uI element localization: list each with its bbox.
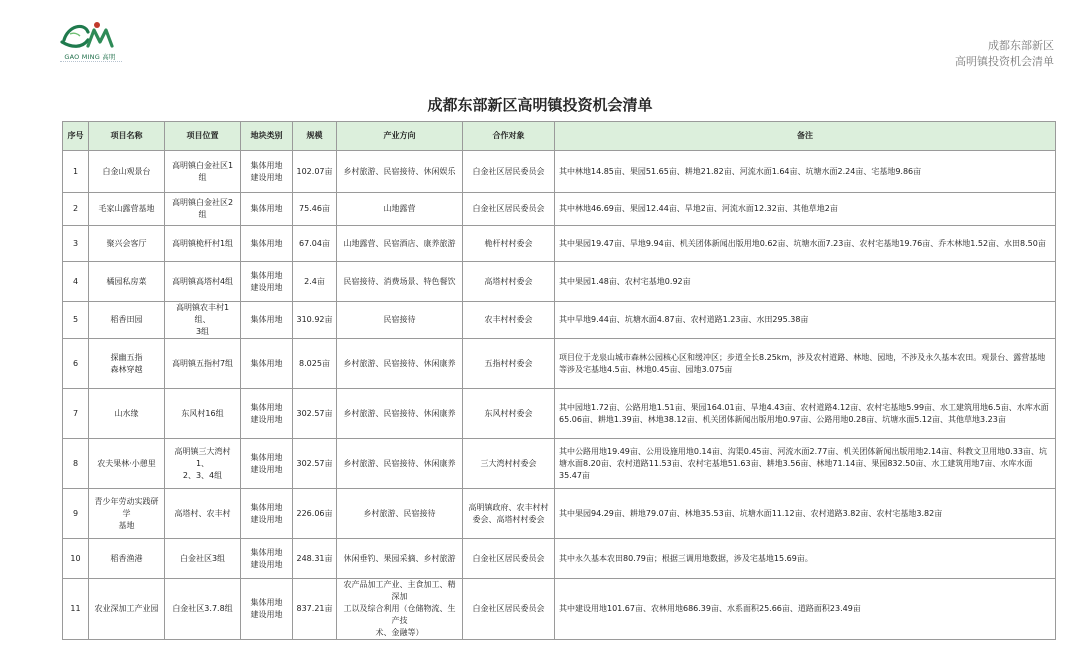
investment-table	[62, 121, 1056, 640]
table-row	[63, 151, 1056, 193]
col-land-type-cell: 集体用地	[241, 193, 293, 226]
col-partner-cell: 高塔村村委会	[463, 262, 555, 302]
col-no-cell: 5	[63, 302, 89, 339]
col-scale-cell: 302.57亩	[293, 389, 337, 439]
col-scale-cell: 8.025亩	[293, 339, 337, 389]
col-industry-cell: 乡村旅游、民宿接待	[337, 489, 463, 539]
col-industry-cell: 民宿接待、消费场景、特色餐饮	[337, 262, 463, 302]
col-industry-cell: 乡村旅游、民宿接待、休闲康养	[337, 339, 463, 389]
col-project-name-cell: 稻香渔港	[89, 539, 165, 579]
table-row	[63, 339, 1056, 389]
col-project-name-cell: 稻香田园	[89, 302, 165, 339]
col-industry-cell: 民宿接待	[337, 302, 463, 339]
col-partner-cell: 农丰村村委会	[463, 302, 555, 339]
table-row	[63, 439, 1056, 489]
col-notes-cell: 其中园地1.72亩、公路用地1.51亩、果园164.01亩、旱地4.43亩、农村道路4.12亩、农村宅基地5.99亩、水工建筑用地6.5亩、水库水面65.06亩、耕地1.39亩、林地38.12亩、机关团体新闻出版用地0.97亩、公路用地0.28亩、坑塘水面5.12亩、其他草地3.23亩	[555, 389, 1056, 439]
col-scale-cell: 67.04亩	[293, 226, 337, 262]
col-project-name-cell: 农业深加工产业园	[89, 579, 165, 640]
col-land-type-cell: 集体用地 建设用地	[241, 262, 293, 302]
col-project-name-cell: 毛家山露营基地	[89, 193, 165, 226]
col-land-type-cell: 集体用地	[241, 226, 293, 262]
col-no-header: 序号	[63, 122, 89, 151]
col-scale-cell: 2.4亩	[293, 262, 337, 302]
col-notes-cell: 其中果园19.47亩、旱地9.94亩、机关团体新闻出版用地0.62亩、坑塘水面7.23亩、农村宅基地19.76亩、乔木林地1.52亩、水田8.50亩	[555, 226, 1056, 262]
col-no-cell: 9	[63, 489, 89, 539]
col-location-cell: 高塔村、农丰村	[165, 489, 241, 539]
col-no-cell: 7	[63, 389, 89, 439]
col-location-cell: 高明镇五指村7组	[165, 339, 241, 389]
col-scale-cell: 248.31亩	[293, 539, 337, 579]
col-partner-cell: 白金社区居民委员会	[463, 579, 555, 640]
table-row	[63, 579, 1056, 640]
table-row	[63, 489, 1056, 539]
col-partner-cell: 三大湾村村委会	[463, 439, 555, 489]
col-location-cell: 高明镇三大湾村1、 2、3、4组	[165, 439, 241, 489]
col-industry-cell: 乡村旅游、民宿接待、休闲康养	[337, 389, 463, 439]
col-location-cell: 高明镇白金社区1组	[165, 151, 241, 193]
col-project-name-header: 项目名称	[89, 122, 165, 151]
col-location-header: 项目位置	[165, 122, 241, 151]
col-partner-cell: 五指村村委会	[463, 339, 555, 389]
col-land-type-cell: 集体用地 建设用地	[241, 489, 293, 539]
col-partner-cell: 白金社区居民委员会	[463, 151, 555, 193]
col-notes-cell: 其中旱地9.44亩、坑塘水面4.87亩、农村道路1.23亩、水田295.38亩	[555, 302, 1056, 339]
table-row	[63, 262, 1056, 302]
col-partner-cell: 桅杆村村委会	[463, 226, 555, 262]
col-industry-header: 产业方向	[337, 122, 463, 151]
header-line-1: 成都东部新区	[988, 39, 1054, 52]
col-land-type-cell: 集体用地 建设用地	[241, 539, 293, 579]
col-no-cell: 10	[63, 539, 89, 579]
table-row	[63, 226, 1056, 262]
col-industry-cell: 山地露营、民宿酒店、康养旅游	[337, 226, 463, 262]
page-title: 成都东部新区高明镇投资机会清单	[427, 96, 653, 114]
col-industry-cell: 休闲垂钓、果园采摘、乡村旅游	[337, 539, 463, 579]
col-scale-cell: 310.92亩	[293, 302, 337, 339]
col-scale-cell: 837.21亩	[293, 579, 337, 640]
logo-divider	[60, 61, 122, 65]
col-partner-cell: 白金社区居民委员会	[463, 193, 555, 226]
col-no-cell: 1	[63, 151, 89, 193]
col-project-name-cell: 农夫果林·小憩里	[89, 439, 165, 489]
col-no-cell: 6	[63, 339, 89, 389]
col-project-name-cell: 山水缘	[89, 389, 165, 439]
col-notes-cell: 其中林地14.85亩、果园51.65亩、耕地21.82亩、河流水面1.64亩、坑塘水面2.24亩、宅基地9.86亩	[555, 151, 1056, 193]
col-project-name-cell: 青少年劳动实践研学 基地	[89, 489, 165, 539]
col-land-type-header: 地块类别	[241, 122, 293, 151]
col-notes-cell: 其中建设用地101.67亩、农林用地686.39亩、水系面积25.66亩、道路面积23.49亩	[555, 579, 1056, 640]
col-no-cell: 2	[63, 193, 89, 226]
col-notes-cell: 其中公路用地19.49亩、公用设施用地0.14亩、沟渠0.45亩、河流水面2.77亩、机关团体新闻出版用地2.14亩、科教文卫用地0.33亩、坑塘水面8.20亩、农村道路11.53亩、农村宅基地51.63亩、耕地3.56亩、林地71.14亩、果园832.50亩、水工建筑用地7亩、水库水面35.47亩	[555, 439, 1056, 489]
col-scale-cell: 75.46亩	[293, 193, 337, 226]
col-notes-cell: 其中果园1.48亩、农村宅基地0.92亩	[555, 262, 1056, 302]
col-project-name-cell: 橘园私房菜	[89, 262, 165, 302]
col-land-type-cell: 集体用地	[241, 339, 293, 389]
col-no-cell: 11	[63, 579, 89, 640]
col-notes-cell: 其中林地46.69亩、果园12.44亩、旱地2亩、河流水面12.32亩、其他草地2亩	[555, 193, 1056, 226]
col-land-type-cell: 集体用地 建设用地	[241, 439, 293, 489]
col-location-cell: 白金社区3组	[165, 539, 241, 579]
col-location-cell: 白金社区3.7.8组	[165, 579, 241, 640]
col-partner-cell: 白金社区居民委员会	[463, 539, 555, 579]
col-scale-header: 规模	[293, 122, 337, 151]
col-scale-cell: 226.06亩	[293, 489, 337, 539]
col-project-name-cell: 聚兴会客厅	[89, 226, 165, 262]
col-no-cell: 8	[63, 439, 89, 489]
header-line-2: 高明镇投资机会清单	[955, 55, 1054, 68]
col-notes-cell: 其中果园94.29亩、耕地79.07亩、林地35.53亩、坑塘水面11.12亩、农村道路3.82亩、农村宅基地3.82亩	[555, 489, 1056, 539]
col-scale-cell: 102.07亩	[293, 151, 337, 193]
table-row	[63, 539, 1056, 579]
col-no-cell: 4	[63, 262, 89, 302]
col-location-cell: 东风村16组	[165, 389, 241, 439]
header-right	[955, 38, 1054, 70]
col-land-type-cell: 集体用地 建设用地	[241, 579, 293, 640]
col-scale-cell: 302.57亩	[293, 439, 337, 489]
col-location-cell: 高明镇桅杆村1组	[165, 226, 241, 262]
col-project-name-cell: 白金山观景台	[89, 151, 165, 193]
table-header-row	[63, 122, 1056, 151]
table-row	[63, 193, 1056, 226]
col-notes-cell: 其中永久基本农田80.79亩；根据三调用地数据，涉及宅基地15.69亩。	[555, 539, 1056, 579]
col-industry-cell: 农产品加工产业、主食加工、精深加 工以及综合利用（仓储物流、生产技 术、金融等）	[337, 579, 463, 640]
col-land-type-cell: 集体用地 建设用地	[241, 389, 293, 439]
col-industry-cell: 乡村旅游、民宿接待、休闲康养	[337, 439, 463, 489]
col-notes-header: 备注	[555, 122, 1056, 151]
col-location-cell: 高明镇高塔村4组	[165, 262, 241, 302]
col-notes-cell: 项目位于龙泉山城市森林公园核心区和缓冲区；步道全长8.25km，涉及农村道路、林地、园地，不涉及永久基本农田。观景台、露营基地等涉及宅基地4.5亩、林地0.45亩、园地3.075亩	[555, 339, 1056, 389]
col-partner-cell: 高明镇政府、农丰村村 委会、高塔村村委会	[463, 489, 555, 539]
col-industry-cell: 山地露营	[337, 193, 463, 226]
col-location-cell: 高明镇白金社区2组	[165, 193, 241, 226]
col-industry-cell: 乡村旅游、民宿接待、休闲娱乐	[337, 151, 463, 193]
col-partner-cell: 东风村村委会	[463, 389, 555, 439]
col-no-cell: 3	[63, 226, 89, 262]
table-row	[63, 389, 1056, 439]
table-row	[63, 302, 1056, 339]
col-land-type-cell: 集体用地 建设用地	[241, 151, 293, 193]
col-partner-header: 合作对象	[463, 122, 555, 151]
col-project-name-cell: 探幽五指 森林穿越	[89, 339, 165, 389]
col-location-cell: 高明镇农丰村1组、 3组	[165, 302, 241, 339]
logo-brand-text: GAO MING 高明	[64, 53, 116, 61]
col-land-type-cell: 集体用地	[241, 302, 293, 339]
